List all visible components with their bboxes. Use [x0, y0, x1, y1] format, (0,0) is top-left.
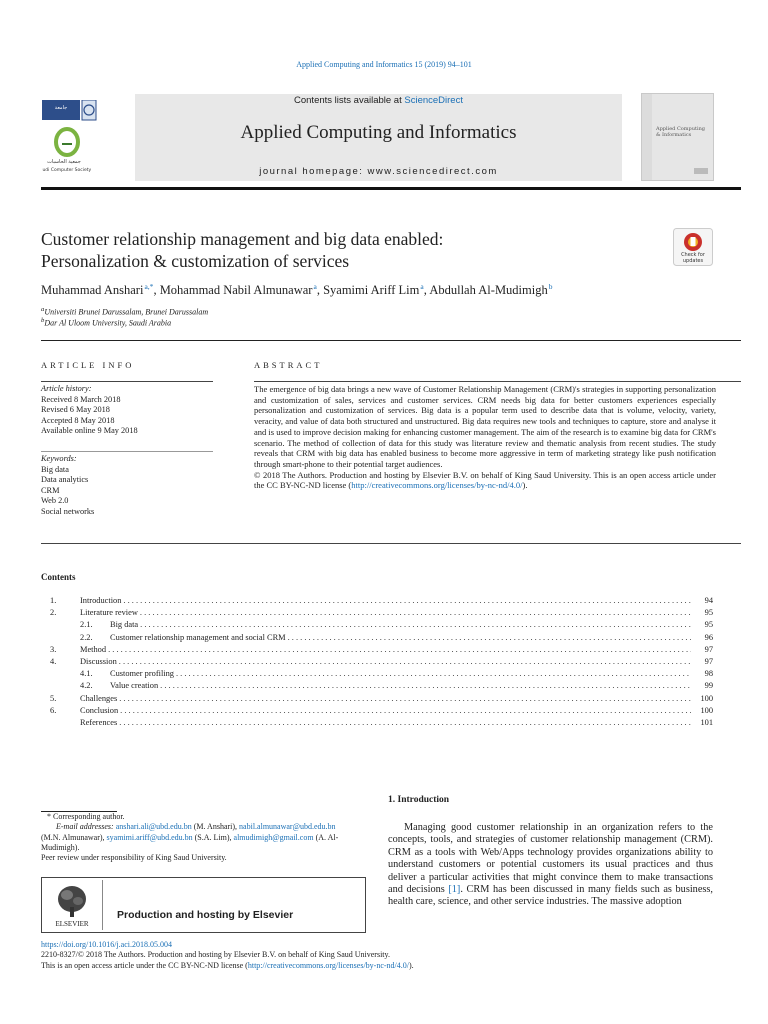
article-history — [41, 384, 213, 437]
toc-page: 95 — [704, 620, 713, 630]
email-owner: (M.N. Almunawar), — [41, 832, 105, 842]
toc-page: 100 — [700, 705, 713, 715]
author-2-sup[interactable]: a — [313, 282, 317, 291]
article-info-rule-top — [41, 381, 213, 382]
toc-title: Customer profiling — [110, 669, 174, 679]
toc-title: References — [80, 718, 118, 728]
article-info-heading: ARTICLE INFO — [41, 360, 135, 370]
keywords-label: Keywords: — [41, 454, 77, 463]
article-title-line2: Personalization & customization of services — [41, 251, 350, 271]
affiliation-b-text: Dar Al Uloom University, Saudi Arabia — [44, 318, 172, 328]
keyword-item: CRM — [41, 485, 60, 495]
toc-row[interactable] — [41, 619, 713, 631]
email-note-continued — [41, 833, 366, 854]
reference-link[interactable]: [1] — [448, 884, 461, 896]
abstract-body — [254, 384, 716, 491]
introduction-text-continued: . CRM has been discussed in many fields such as business, health care, science, and other service industries. The massive adoption — [388, 884, 713, 908]
homepage-url[interactable]: www.sciencedirect.com — [367, 166, 498, 177]
article-metadata-footer — [41, 940, 741, 971]
toc-title: Conclusion — [80, 705, 119, 715]
footnotes — [41, 812, 366, 863]
contents-available-text: Contents lists available at — [294, 95, 405, 106]
toc-row[interactable] — [41, 644, 713, 656]
peer-review-note: Peer review under responsibility of King Saud University. — [41, 853, 227, 863]
author-1-sup[interactable]: a,* — [144, 282, 154, 291]
journal-cover-thumbnail[interactable] — [641, 93, 714, 181]
affiliation-a — [41, 306, 208, 317]
email-owner: (A. Al-Mudimigh). — [41, 832, 339, 852]
toc-page: 96 — [704, 632, 713, 642]
elsevier-logo — [47, 881, 97, 929]
svg-text:ﺟﻤﻌﻴﺔ الحاسبات: ﺟﻤﻌﻴﺔ الحاسبات — [47, 159, 81, 165]
abstract-heading: ABSTRACT — [254, 360, 323, 370]
abstract-rule-bottom — [41, 543, 741, 544]
check-for-updates-badge[interactable] — [673, 228, 713, 266]
author-4-sup[interactable]: b — [548, 282, 553, 291]
journal-title: Applied Computing and Informatics — [240, 122, 517, 143]
open-access-text: This is an open access article under the CC BY-NC-ND license ( — [41, 960, 248, 970]
introduction-heading: 1. Introduction — [388, 795, 450, 805]
toc-page: 97 — [704, 644, 713, 654]
badge-line1: Check for — [681, 252, 705, 258]
author-list: Muhammad Anshari $^{a,*}$, Mohammad Nabil Almunawar $^a$, Syamimi Ariff Lim $^a$, Abdullah Al-Mudimigh $^b$ — [41, 282, 553, 298]
email-link[interactable]: almudimigh@gmail.com — [233, 832, 314, 842]
toc-leader — [123, 595, 691, 607]
toc-page: 99 — [704, 681, 713, 691]
toc-row[interactable] — [41, 607, 713, 619]
toc-leader — [119, 717, 691, 729]
affiliation-b-sup: b — [41, 317, 45, 324]
cover-title-line2: & Informatics — [656, 132, 692, 138]
license-link[interactable]: http://creativecommons.org/licenses/by-nc-nd/4.0/ — [351, 480, 523, 491]
author-3: Syamimi Ariff Lim — [323, 283, 420, 298]
toc-page: 98 — [704, 669, 713, 679]
toc-row[interactable] — [41, 717, 713, 729]
contents-heading: Contents — [41, 572, 76, 582]
toc-page: 95 — [704, 608, 713, 618]
affiliation-a-text: Universiti Brunei Darussalam, Brunei Darussalam — [44, 307, 209, 317]
email-link[interactable]: nabil.almunawar@ubd.edu.bn — [239, 822, 336, 832]
homepage-label: journal homepage: — [259, 166, 368, 177]
toc-number: 2. — [50, 608, 57, 618]
email-link[interactable]: syamimi.ariff@ubd.edu.bn — [106, 832, 193, 842]
keyword-item: Social networks — [41, 506, 95, 516]
table-of-contents — [41, 595, 713, 729]
toc-page: 97 — [704, 657, 713, 667]
toc-title: Method — [80, 644, 107, 654]
keywords — [41, 454, 213, 518]
journal-citation-line[interactable]: Applied Computing and Informatics 15 (2019) 94–101 — [296, 60, 472, 69]
author-3-sup[interactable]: a — [420, 282, 424, 291]
toc-number: 3. — [50, 644, 57, 654]
article-history-label: Article history: — [41, 384, 92, 393]
toc-leader — [119, 693, 691, 705]
toc-number: 1. — [50, 596, 57, 605]
toc-leader — [176, 668, 691, 680]
elsevier-wordmark: ELSEVIER — [55, 920, 89, 928]
doi-link[interactable]: https://doi.org/10.1016/j.aci.2018.05.004 — [41, 940, 172, 949]
toc-number: 5. — [50, 693, 57, 703]
toc-row[interactable] — [41, 668, 713, 680]
sciencedirect-link[interactable]: ScienceDirect — [404, 95, 463, 106]
header-rule — [41, 187, 741, 190]
introduction-text: Managing good customer relationship in an organization refers to the concepts, tools, and strategies of customer relationship management (CRM). CRM as a tools with Web/Apps technology provides organizations ability to understand customers or potential customers its usual practices and thus deliver a particular activities that might convince them to make transactions and decisions — [388, 822, 713, 896]
introduction-body — [388, 822, 713, 909]
toc-title: Discussion — [80, 657, 117, 667]
toc-row[interactable] — [41, 680, 713, 692]
toc-leader — [140, 619, 691, 631]
toc-leader — [160, 680, 691, 692]
history-online: Available online 9 May 2018 — [41, 426, 138, 436]
contents-available-line — [135, 95, 622, 106]
affiliation-a-sup: a — [41, 306, 45, 313]
production-hosting-text: Production and hosting by Elsevier — [117, 909, 294, 921]
toc-row[interactable] — [41, 632, 713, 644]
society-caption: Saudi Computer Society — [42, 168, 92, 173]
toc-title: Challenges — [80, 693, 118, 703]
keyword-item: Big data — [41, 464, 69, 474]
toc-page: 101 — [700, 718, 713, 728]
university-logo — [42, 100, 106, 176]
open-access-line — [41, 961, 741, 971]
toc-leader — [119, 656, 691, 668]
toc-row[interactable] — [41, 705, 713, 717]
history-revised: Revised 6 May 2018 — [41, 405, 110, 415]
toc-title: Value creation — [110, 681, 159, 691]
article-title-line1: Customer relationship management and big data enabled: — [41, 229, 444, 249]
history-received: Received 8 March 2018 — [41, 394, 121, 404]
email-label: E-mail addresses: — [56, 822, 114, 832]
open-access-license-link[interactable]: http://creativecommons.org/licenses/by-nc-nd/4.0/ — [247, 960, 409, 970]
abstract-text: The emergence of big data brings a new wave of Customer Relationship Management (CRM)'s strategies in supporting personalization and customization of sales, services and customer services. CRM needs big data for better customers experiences especially personalization and customization of services. Big data is a popular term used to describe data that is volume, velocity, variety, veracity, and value of data both structured and unstructured. Big data requires new tools and techniques to capture, store and analyse it and is used to improve decision making for enhancing customer management. The aim of the research is to examine big data for CRM's scenario. The method of collection of data for this study was literature review and thematic analysis from recent studies. The study reveals that CRM with big data has enabled business to become more aggressive in term of marketing strategy like push notification through smart-phone to their potential target audiences. — [254, 384, 716, 469]
elsevier-divider — [102, 880, 103, 930]
toc-number: 4. — [50, 657, 57, 667]
svg-text:ﺟﺎﻣﻌﺔ: ﺟﺎﻣﻌﺔ — [54, 105, 68, 111]
toc-subnumber: 2.1. — [80, 620, 93, 630]
author-1: Muhammad Anshari — [41, 283, 144, 298]
toc-leader — [288, 632, 691, 644]
author-4: Abdullah Al-Mudimigh — [429, 283, 548, 298]
corresponding-note: * Corresponding author. — [47, 812, 125, 821]
toc-row[interactable] — [41, 656, 713, 668]
abstract-copyright-end: ). — [522, 480, 528, 491]
affiliation-b — [41, 317, 171, 328]
article-title — [41, 228, 641, 272]
issn-line: 2210-8327/© 2018 The Authors. Production and hosting by Elsevier B.V. on behalf of King Saud University. — [41, 950, 391, 960]
toc-page: 94 — [704, 596, 713, 605]
badge-line2: updates — [682, 258, 704, 264]
email-owner: (S.A. Lim), — [194, 832, 232, 842]
toc-title: Customer relationship management and social CRM — [110, 632, 286, 642]
toc-title: Literature review — [80, 608, 138, 618]
toc-number: 6. — [50, 705, 57, 715]
toc-row[interactable] — [41, 693, 713, 705]
toc-leader — [108, 644, 691, 656]
toc-title: Big data — [110, 620, 139, 630]
article-info-rule-mid — [41, 451, 213, 452]
author-2: Mohammad Nabil Almunawar — [159, 283, 313, 298]
toc-row[interactable] — [41, 595, 713, 607]
open-access-text-end: ). — [409, 960, 414, 970]
title-block-rule — [41, 340, 741, 341]
keyword-item: Web 2.0 — [41, 496, 69, 506]
history-accepted: Accepted 8 May 2018 — [41, 415, 115, 425]
toc-leader — [120, 705, 691, 717]
abstract-rule-top — [254, 381, 741, 382]
toc-subnumber: 4.2. — [80, 681, 93, 691]
abstract-copyright: © 2018 The Authors. Production and hosting by Elsevier B.V. on behalf of King Saud University. This is an open access article under the CC BY-NC-ND license ( — [254, 469, 716, 491]
cover-title-line1: Applied Computing — [656, 126, 705, 132]
keyword-item: Data analytics — [41, 475, 89, 485]
toc-subnumber: 2.2. — [80, 632, 93, 642]
email-note — [41, 822, 366, 832]
toc-title: Introduction — [80, 596, 122, 605]
corresponding-text: Corresponding author. — [53, 812, 125, 821]
email-owner: (M. Anshari), — [193, 822, 238, 832]
toc-page: 100 — [700, 693, 713, 703]
toc-leader — [140, 607, 691, 619]
toc-subnumber: 4.1. — [80, 669, 93, 679]
email-link[interactable]: anshari.ali@ubd.edu.bn — [115, 822, 192, 832]
journal-homepage — [135, 166, 622, 177]
